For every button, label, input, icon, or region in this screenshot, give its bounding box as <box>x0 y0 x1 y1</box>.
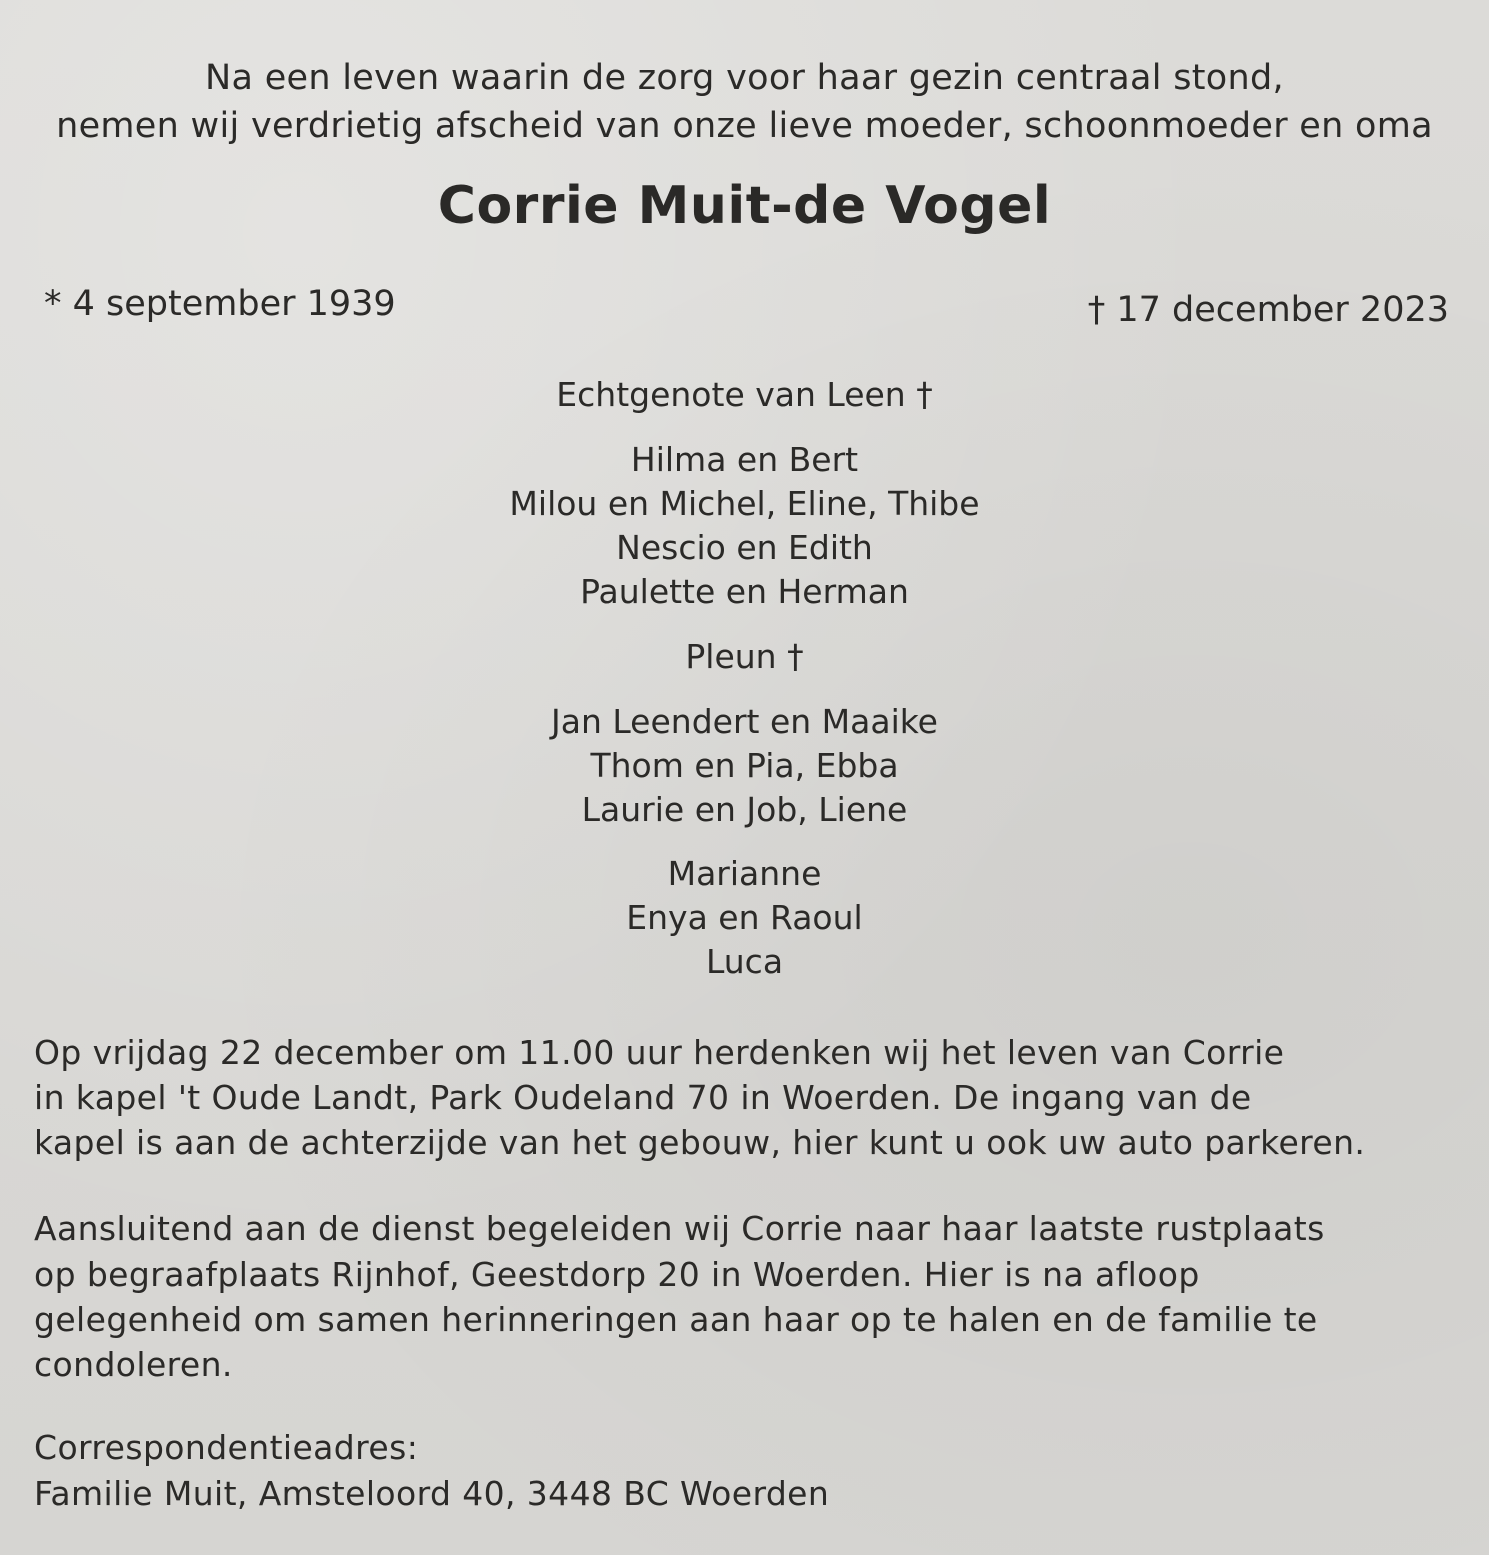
family-line: Nescio en Edith <box>616 528 873 567</box>
family-line: Laurie en Job, Liene <box>581 790 908 829</box>
family-spouse: Echtgenote van Leen † <box>556 375 933 414</box>
deceased-name: Corrie Muit-de Vogel <box>437 176 1052 236</box>
family-line: Milou en Michel, Eline, Thibe <box>509 484 980 523</box>
service-paragraph-line: in kapel 't Oude Landt, Park Oudeland 70 in Woerden. De ingang van de <box>34 1078 1252 1117</box>
intro-line-2: nemen wij verdrietig afscheid van onze lieve moeder, schoonmoeder en oma <box>56 106 1433 146</box>
burial-paragraph-line: op begraafplaats Rijnhof, Geestdorp 20 in Woerden. Hier is na afloop <box>34 1255 1200 1294</box>
burial-paragraph-line: condoleren. <box>34 1345 233 1384</box>
service-paragraph-line: Op vrijdag 22 december om 11.00 uur herdenken wij het leven van Corrie <box>34 1033 1285 1072</box>
burial-paragraph-line: gelegenheid om samen herinneringen aan haar op te halen en de familie te <box>34 1300 1318 1339</box>
address-label: Correspondentieadres: <box>34 1428 419 1467</box>
address-value: Familie Muit, Amsteloord 40, 3448 BC Woerden <box>34 1474 830 1513</box>
family-line: Paulette en Herman <box>580 572 909 611</box>
burial-paragraph-line: Aansluitend aan de dienst begeleiden wij Corrie naar haar laatste rustplaats <box>34 1209 1325 1248</box>
family-line: Jan Leendert en Maaike <box>551 702 938 741</box>
service-paragraph-line: kapel is aan de achterzijde van het gebouw, hier kunt u ook uw auto parkeren. <box>34 1123 1366 1162</box>
family-line: Thom en Pia, Ebba <box>590 746 899 785</box>
death-date: † 17 december 2023 <box>1087 290 1449 330</box>
family-line: Marianne <box>667 854 822 893</box>
family-line: Hilma en Bert <box>630 440 859 479</box>
family-line: Enya en Raoul <box>626 898 863 937</box>
birth-date: * 4 september 1939 <box>44 284 396 324</box>
family-line: Luca <box>705 942 784 981</box>
intro-line-1: Na een leven waarin de zorg voor haar gezin centraal stond, <box>205 58 1284 98</box>
family-line: Pleun † <box>685 637 804 676</box>
